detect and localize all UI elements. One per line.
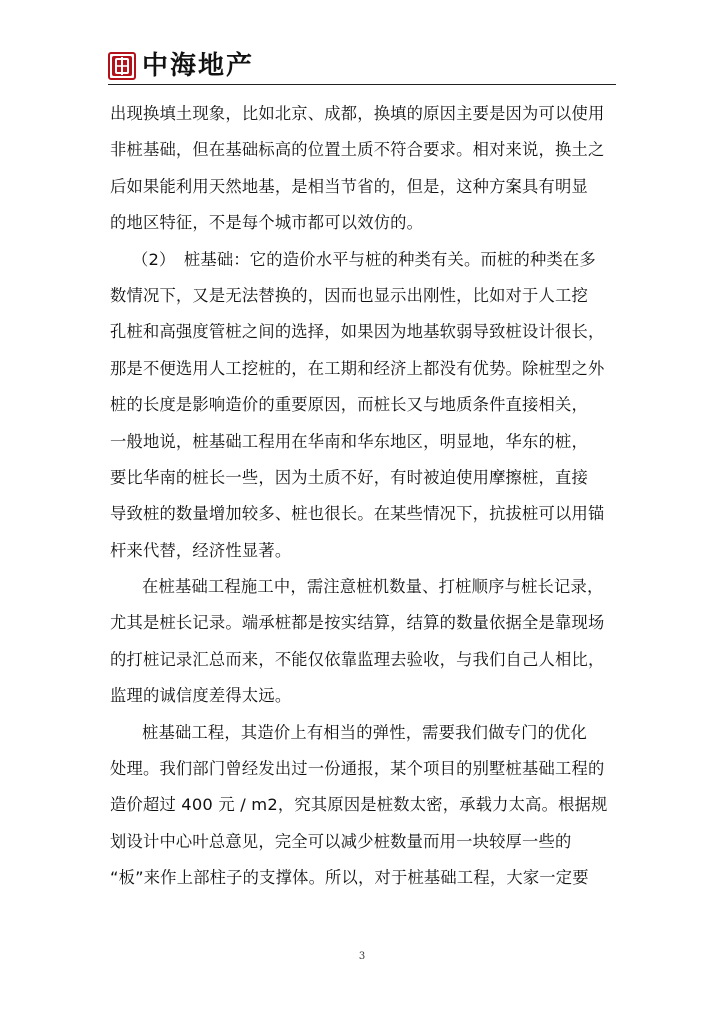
text-line: 监理的诚信度差得太远。	[110, 686, 292, 706]
text-line: 数情况下，又是无法替换的，因而也显示出刚性，比如对于人工挖	[110, 285, 588, 305]
page-header	[108, 50, 616, 84]
text-line: 非桩基础，但在基础标高的位置土质不符合要求。相对来说，换土之	[110, 140, 605, 160]
text-line: 尤其是桩长记录。端承桩都是按实结算，结算的数量依据全是靠现场	[110, 613, 605, 633]
text-line: 出现换填土现象，比如北京、成都，换填的原因主要是因为可以使用	[110, 104, 605, 123]
paragraph	[110, 96, 622, 242]
text-line: 孔桩和高强度管桩之间的选择，如果因为地基软弱导致桩设计很长，	[110, 322, 605, 342]
text-line: “板”来作上部柱子的支撑体。所以，对于桩基础工程，大家一定要	[110, 868, 589, 888]
text-line: 杆来代替，经济性显著。	[110, 540, 292, 560]
body-text	[110, 96, 622, 897]
company-logo-text: 中海地产	[142, 51, 255, 81]
text-line: （2） 桩基础：它的造价水平与桩的种类有关。而桩的种类在多	[132, 249, 596, 269]
text-line: 处理。我们部门曾经发出过一份通报，某个项目的别墅桩基础工程的	[110, 759, 605, 779]
page-number: 3	[358, 951, 366, 962]
paragraph	[110, 569, 622, 715]
header-divider	[108, 84, 616, 85]
text-line: 的地区特征，不是每个城市都可以效仿的。	[110, 213, 424, 233]
text-line: 那是不便选用人工挖桩的，在工期和经济上都没有优势。除桩型之外	[110, 358, 605, 378]
text-line: 桩的长度是影响造价的重要原因，而桩长又与地质条件直接相关，	[110, 395, 588, 415]
text-line: 的打桩记录汇总而来，不能仅依靠监理去验收，与我们自己人相比，	[110, 649, 605, 669]
text-line: 后如果能利用天然地基，是相当节省的，但是，这种方案具有明显	[110, 176, 588, 196]
zhonghai-emblem-icon	[108, 52, 136, 80]
text-line: 一般地说，桩基础工程用在华南和华东地区，明显地，华东的桩，	[110, 431, 588, 451]
text-line: 划设计中心叶总意见，完全可以减少桩数量而用一块较厚一些的	[110, 831, 572, 851]
text-line: 在桩基础工程施工中，需注意桩机数量、打桩顺序与桩长记录，	[142, 577, 604, 597]
text-line: 导致桩的数量增加较多、桩也很长。在某些情况下，抗拔桩可以用锚	[110, 504, 605, 524]
text-line: 造价超过 400 元 / m2，究其原因是桩数太密，承载力太高。根据规	[110, 795, 608, 815]
paragraph	[110, 242, 622, 570]
text-line: 桩基础工程，其造价上有相当的弹性，需要我们做专门的优化	[142, 722, 587, 742]
paragraph	[110, 715, 622, 897]
text-line: 要比华南的桩长一些，因为土质不好，有时被迫使用摩擦桩，直接	[110, 467, 588, 487]
